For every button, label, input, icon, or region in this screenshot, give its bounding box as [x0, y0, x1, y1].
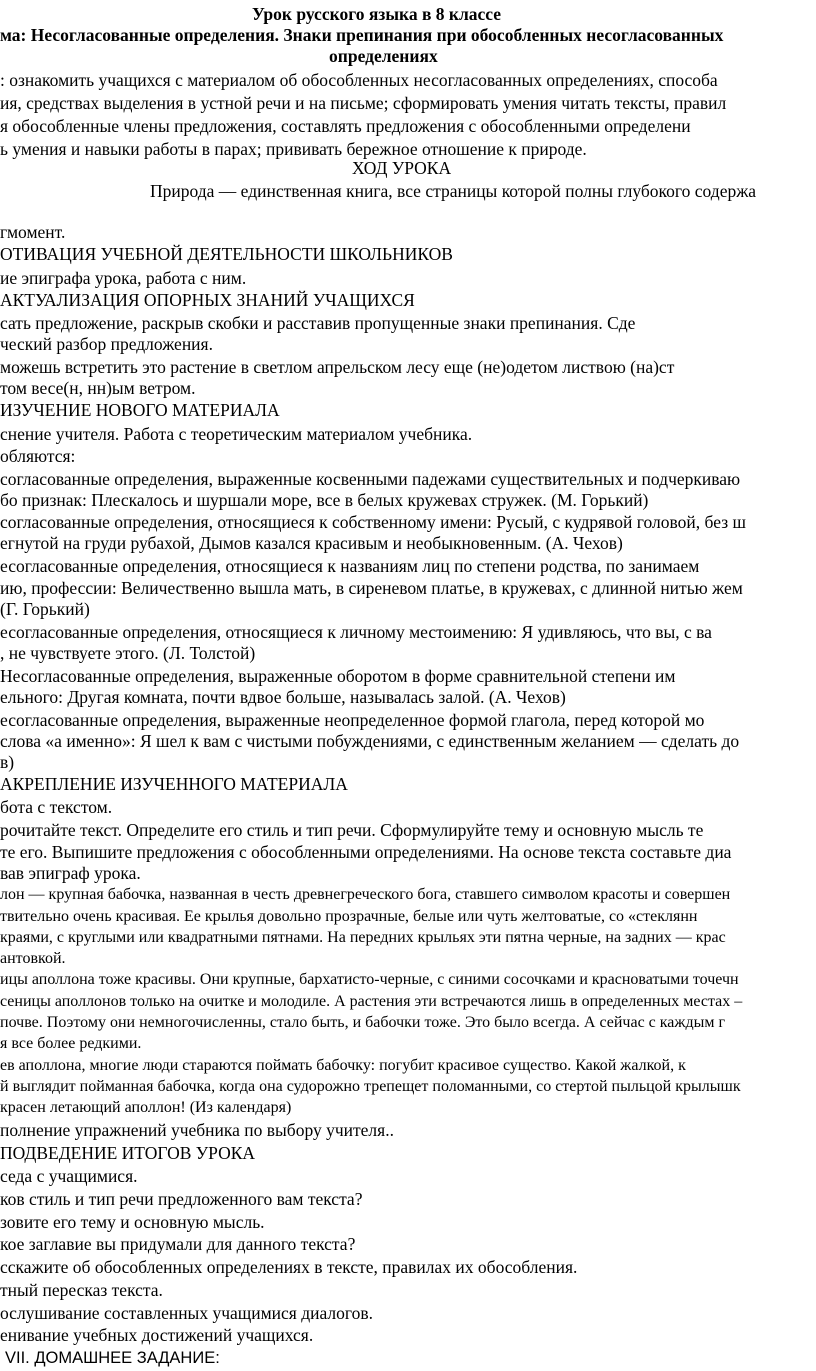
doc-topic-line-1: ма: Несогласованные определения. Знаки препинания при обособленных несогласованных — [0, 25, 724, 45]
homework-heading: VII. ДОМАШНЕЕ ЗАДАНИЕ: — [5, 1349, 220, 1367]
stage-line: сскажите об обособленных определениях в тексте, правилах их обособления. — [0, 1257, 578, 1277]
stage-line: ослушивание составленных учащимися диалогов. — [0, 1303, 374, 1323]
stage-line: тный пересказ текста. — [0, 1280, 163, 1300]
text-line: почве. Поэтому они немногочисленны, стало быть, и бабочки тоже. Это было всегда. А сейчас с каждым г — [0, 1014, 726, 1031]
text-line: я все более редкими. — [0, 1035, 142, 1052]
stage-line: енивание учебных достижений учащихся. — [0, 1325, 314, 1345]
stage-line: бота с текстом. — [0, 797, 113, 817]
stage-heading: ИЗУЧЕНИЕ НОВОГО МАТЕРИАЛА — [0, 400, 280, 420]
stage-line: согласованные определения, относящиеся к собственному имени: Русый, с кудрявой головой, без ш — [0, 512, 746, 532]
stage-line: зовите его тему и основную мысль. — [0, 1212, 265, 1232]
course-heading: ХОД УРОКА — [352, 158, 452, 178]
goal-line: ь умения и навыки работы в парах; прививать бережное отношение к природе. — [0, 139, 587, 159]
text-line: лон — крупная бабочка, названная в честь древнегреческого бога, ставшего символом красоты и совершен — [0, 886, 731, 903]
org-moment: гмомент. — [0, 222, 66, 242]
stage-line: есогласованные определения, относящиеся к личному местоимению: Я удивляюсь, что вы, с ва — [0, 622, 712, 642]
text-line: сеницы аполлонов только на очитке и молодиле. А растения эти встречаются лишь в определенных местах – — [0, 993, 743, 1010]
stage-line: кое заглавие вы придумали для данного текста? — [0, 1234, 356, 1254]
stage-line: полнение упражнений учебника по выбору учителя.. — [0, 1120, 394, 1140]
stage-line: ие эпиграфа урока, работа с ним. — [0, 268, 247, 288]
text-line: красен летающий аполлон! (Из календаря) — [0, 1099, 292, 1116]
stage-line: есогласованные определения, относящиеся к названиям лиц по степени родства, по занимаем — [0, 556, 700, 576]
doc-title: Урок русского языка в 8 классе — [252, 4, 502, 24]
stage-line: сать предложение, раскрыв скобки и расставив пропущенные знаки препинания. Сде — [0, 313, 636, 333]
stage-line: (Г. Горький) — [0, 599, 90, 619]
text-line: й выглядит пойманная бабочка, когда она судорожно трепещет поломанными, со стертой пыльцой крылышк — [0, 1078, 741, 1095]
goal-line: ия, средствах выделения в устной речи и на письме; сформировать умения читать тексты, правил — [0, 93, 727, 113]
stage-line: согласованные определения, выраженные косвенными падежами существительных и подчеркиваю — [0, 469, 741, 489]
goal-line: я обособленные члены предложения, составлять предложения с обособленными определени — [0, 116, 691, 136]
stage-line: слова «а именно»: Я шел к вам с чистыми побуждениями, с единственным желанием — сделать до — [0, 731, 740, 751]
goal-line: : ознакомить учащихся с материалом об обособленных несогласованных определениях, способа — [0, 70, 718, 90]
stage-line: ельного: Другая комната, почти вдвое больше, называлась залой. (А. Чехов) — [0, 687, 566, 707]
stage-line: ию, профессии: Величественно вышла мать, в сиреневом платье, в кружевах, с длинной нитью жем — [0, 578, 743, 598]
stage-line: те его. Выпишите предложения с обособленными определениями. На основе текста составьте диа — [0, 842, 732, 862]
stage-line: том весе(н, нн)ым ветром. — [0, 378, 196, 398]
stage-line: ков стиль и тип речи предложенного вам текста? — [0, 1189, 363, 1209]
stage-line: бо признак: Плескалось и шуршали море, все в белых кружевах стружек. (М. Горький) — [0, 490, 649, 510]
text-line: ев аполлона, многие люди стараются поймать бабочку: погубит красивое существо. Какой жалкой, к — [0, 1057, 686, 1074]
stage-line: можешь встретить это растение в светлом апрельском лесу еще (не)одетом листвою (на)ст — [0, 357, 675, 377]
stage-heading: АКТУАЛИЗАЦИЯ ОПОРНЫХ ЗНАНИЙ УЧАЩИХСЯ — [0, 290, 415, 310]
text-line: твительно очень красивая. Ее крылья довольно прозрачные, белые или чуть желтоватые, со «стеклянн — [0, 908, 698, 925]
stage-line: рочитайте текст. Определите его стиль и тип речи. Сформулируйте тему и основную мысль те — [0, 820, 704, 840]
stage-line: егнутой на груди рубахой, Дымов казался красивым и необыкновенным. (А. Чехов) — [0, 533, 623, 553]
stage-line: Несогласованные определения, выраженные оборотом в форме сравнительной степени им — [0, 666, 676, 686]
stage-line: в) — [0, 752, 15, 772]
stage-line: седа с учащимися. — [0, 1166, 138, 1186]
text-line: ицы аполлона тоже красивы. Они крупные, бархатисто-черные, с синими сосочками и красноватыми точечн — [0, 971, 739, 988]
stage-line: , не чувствуете этого. (Л. Толстой) — [0, 643, 256, 663]
stage-heading: АКРЕПЛЕНИЕ ИЗУЧЕННОГО МАТЕРИАЛА — [0, 774, 348, 794]
stage-heading: ПОДВЕДЕНИЕ ИТОГОВ УРОКА — [0, 1143, 256, 1163]
stage-line: вав эпиграф урока. — [0, 863, 141, 883]
text-line: краями, с круглыми или квадратными пятнами. На передних крыльях эти пятна черные, на задних — крас — [0, 929, 726, 946]
stage-line: обляются: — [0, 446, 76, 466]
epigraph: Природа — единственная книга, все страницы которой полны глубокого содержа — [150, 181, 757, 201]
stage-line: снение учителя. Работа с теоретическим материалом учебника. — [0, 424, 473, 444]
stage-line: есогласованные определения, выраженные неопределенное формой глагола, перед которой мо — [0, 710, 705, 730]
stage-heading: ОТИВАЦИЯ УЧЕБНОЙ ДЕЯТЕЛЬНОСТИ ШКОЛЬНИКОВ — [0, 244, 453, 264]
doc-topic-line-2: определениях — [329, 46, 438, 66]
text-line: антовкой. — [0, 950, 66, 967]
stage-line: ческий разбор предложения. — [0, 334, 213, 354]
